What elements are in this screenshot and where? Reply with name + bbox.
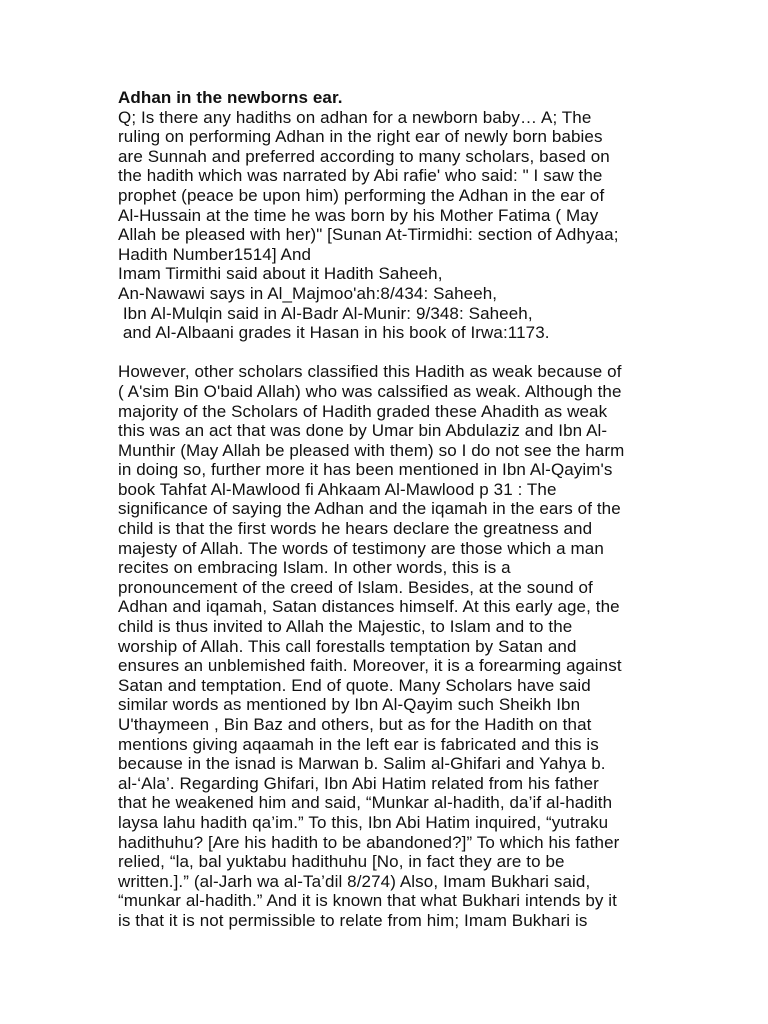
text-line: that he weakened him and said, “Munkar al-hadith, da’if al-hadith bbox=[118, 793, 613, 813]
text-line: Imam Tirmithi said about it Hadith Saheeh, bbox=[118, 264, 443, 284]
text-line: ensures an unblemished faith. Moreover, it is a forearming against bbox=[118, 656, 622, 676]
text-line: recites on embracing Islam. In other words, this is a bbox=[118, 558, 511, 578]
text-line: al-‘Ala’. Regarding Ghifari, Ibn Abi Hatim related from his father bbox=[118, 773, 599, 793]
text-line: U'thaymeen , Bin Baz and others, but as for the Hadith on that bbox=[118, 715, 592, 734]
text-line: “munkar al-hadith.” And it is known that what Bukhari intends by it bbox=[118, 891, 618, 911]
text-line: Munthir (May Allah be pleased with them) so I do not see the harm bbox=[118, 440, 625, 460]
text-line: and Al-Albaani grades it Hasan in his book of Irwa:1173. bbox=[118, 323, 550, 343]
text-line: Hadith Number1514] And bbox=[118, 244, 312, 264]
text-line: pronouncement of the creed of Islam. Besides, at the sound of bbox=[118, 577, 593, 597]
text-line: this was an act that was done by Umar bin Abdulaziz and Ibn Al- bbox=[118, 421, 608, 441]
text-line: worship of Allah. This call forestalls temptation by Satan and bbox=[118, 636, 577, 656]
paragraph-1 bbox=[118, 108, 758, 343]
text-line: written.].” (al-Jarh wa al-Ta’dil 8/274) Also, Imam Bukhari said, bbox=[118, 871, 591, 891]
text-line: the hadith which was narrated by Abi rafie' who said: " I saw the bbox=[118, 166, 603, 186]
text-line: majority of the Scholars of Hadith graded these Ahadith as weak bbox=[118, 401, 608, 421]
text-line: hadithuhu? [Are his hadith to be abandoned?]” To which his father bbox=[118, 832, 620, 852]
text-line: prophet (peace be upon him) performing the Adhan in the ear of bbox=[118, 185, 605, 205]
text-line: Satan and temptation. End of quote. Many Scholars have said bbox=[118, 675, 591, 695]
text-line: child is thus invited to Allah the Majestic, to Islam and to the bbox=[118, 617, 573, 637]
text-line: ( A'sim Bin O'baid Allah) who was calssified as weak. Although the bbox=[118, 381, 622, 401]
text-line: book Tahfat Al-Mawlood fi Ahkaam Al-Mawlood p 31 : The bbox=[118, 479, 557, 499]
text-line: Q; Is there any hadiths on adhan for a newborn baby… A; The bbox=[118, 107, 592, 127]
text-line: mentions giving aqaamah in the left ear is fabricated and this is bbox=[118, 734, 599, 754]
text-line: significance of saying the Adhan and the iqamah in the ears of the bbox=[118, 499, 621, 519]
text-line: similar words as mentioned by Ibn Al-Qayim such Sheikh Ibn bbox=[118, 695, 581, 715]
text-line: majesty of Allah. The words of testimony are those which a man bbox=[118, 538, 604, 558]
text-line: because in the isnad is Marwan b. Salim al-Ghifari and Yahya b. bbox=[118, 754, 606, 774]
text-line: Allah be pleased with her)" [Sunan At-Tirmidhi: section of Adhyaa; bbox=[118, 225, 619, 245]
text-line: child is that the first words he hears declare the greatness and bbox=[118, 519, 593, 539]
text-line: is that it is not permissible to relate from him; Imam Bukhari is bbox=[118, 910, 588, 930]
document-page bbox=[118, 88, 758, 931]
text-line: are Sunnah and preferred according to many scholars, based on bbox=[118, 146, 610, 166]
text-line: laysa lahu hadith qa’im.” To this, Ibn Abi Hatim inquired, “yutraku bbox=[118, 812, 609, 832]
document-title: Adhan in the newborns ear. bbox=[118, 88, 343, 107]
paragraph-spacer bbox=[118, 343, 758, 363]
text-line: However, other scholars classified this Hadith as weak because of bbox=[118, 362, 622, 382]
text-line: An-Nawawi says in Al_Majmoo'ah:8/434: Saheeh, bbox=[118, 283, 498, 303]
text-line: Ibn Al-Mulqin said in Al-Badr Al-Munir: 9/348: Saheeh, bbox=[118, 303, 533, 323]
paragraph-2 bbox=[118, 362, 758, 930]
text-line: in doing so, further more it has been mentioned in Ibn Al-Qayim's bbox=[118, 460, 613, 480]
text-line: Al-Hussain at the time he was born by his Mother Fatima ( May bbox=[118, 205, 599, 225]
text-line: Adhan and iqamah, Satan distances himself. At this early age, the bbox=[118, 597, 620, 617]
text-line: ruling on performing Adhan in the right ear of newly born babies bbox=[118, 127, 603, 147]
text-line: relied, “la, bal yuktabu hadithuhu [No, in fact they are to be bbox=[118, 852, 565, 872]
